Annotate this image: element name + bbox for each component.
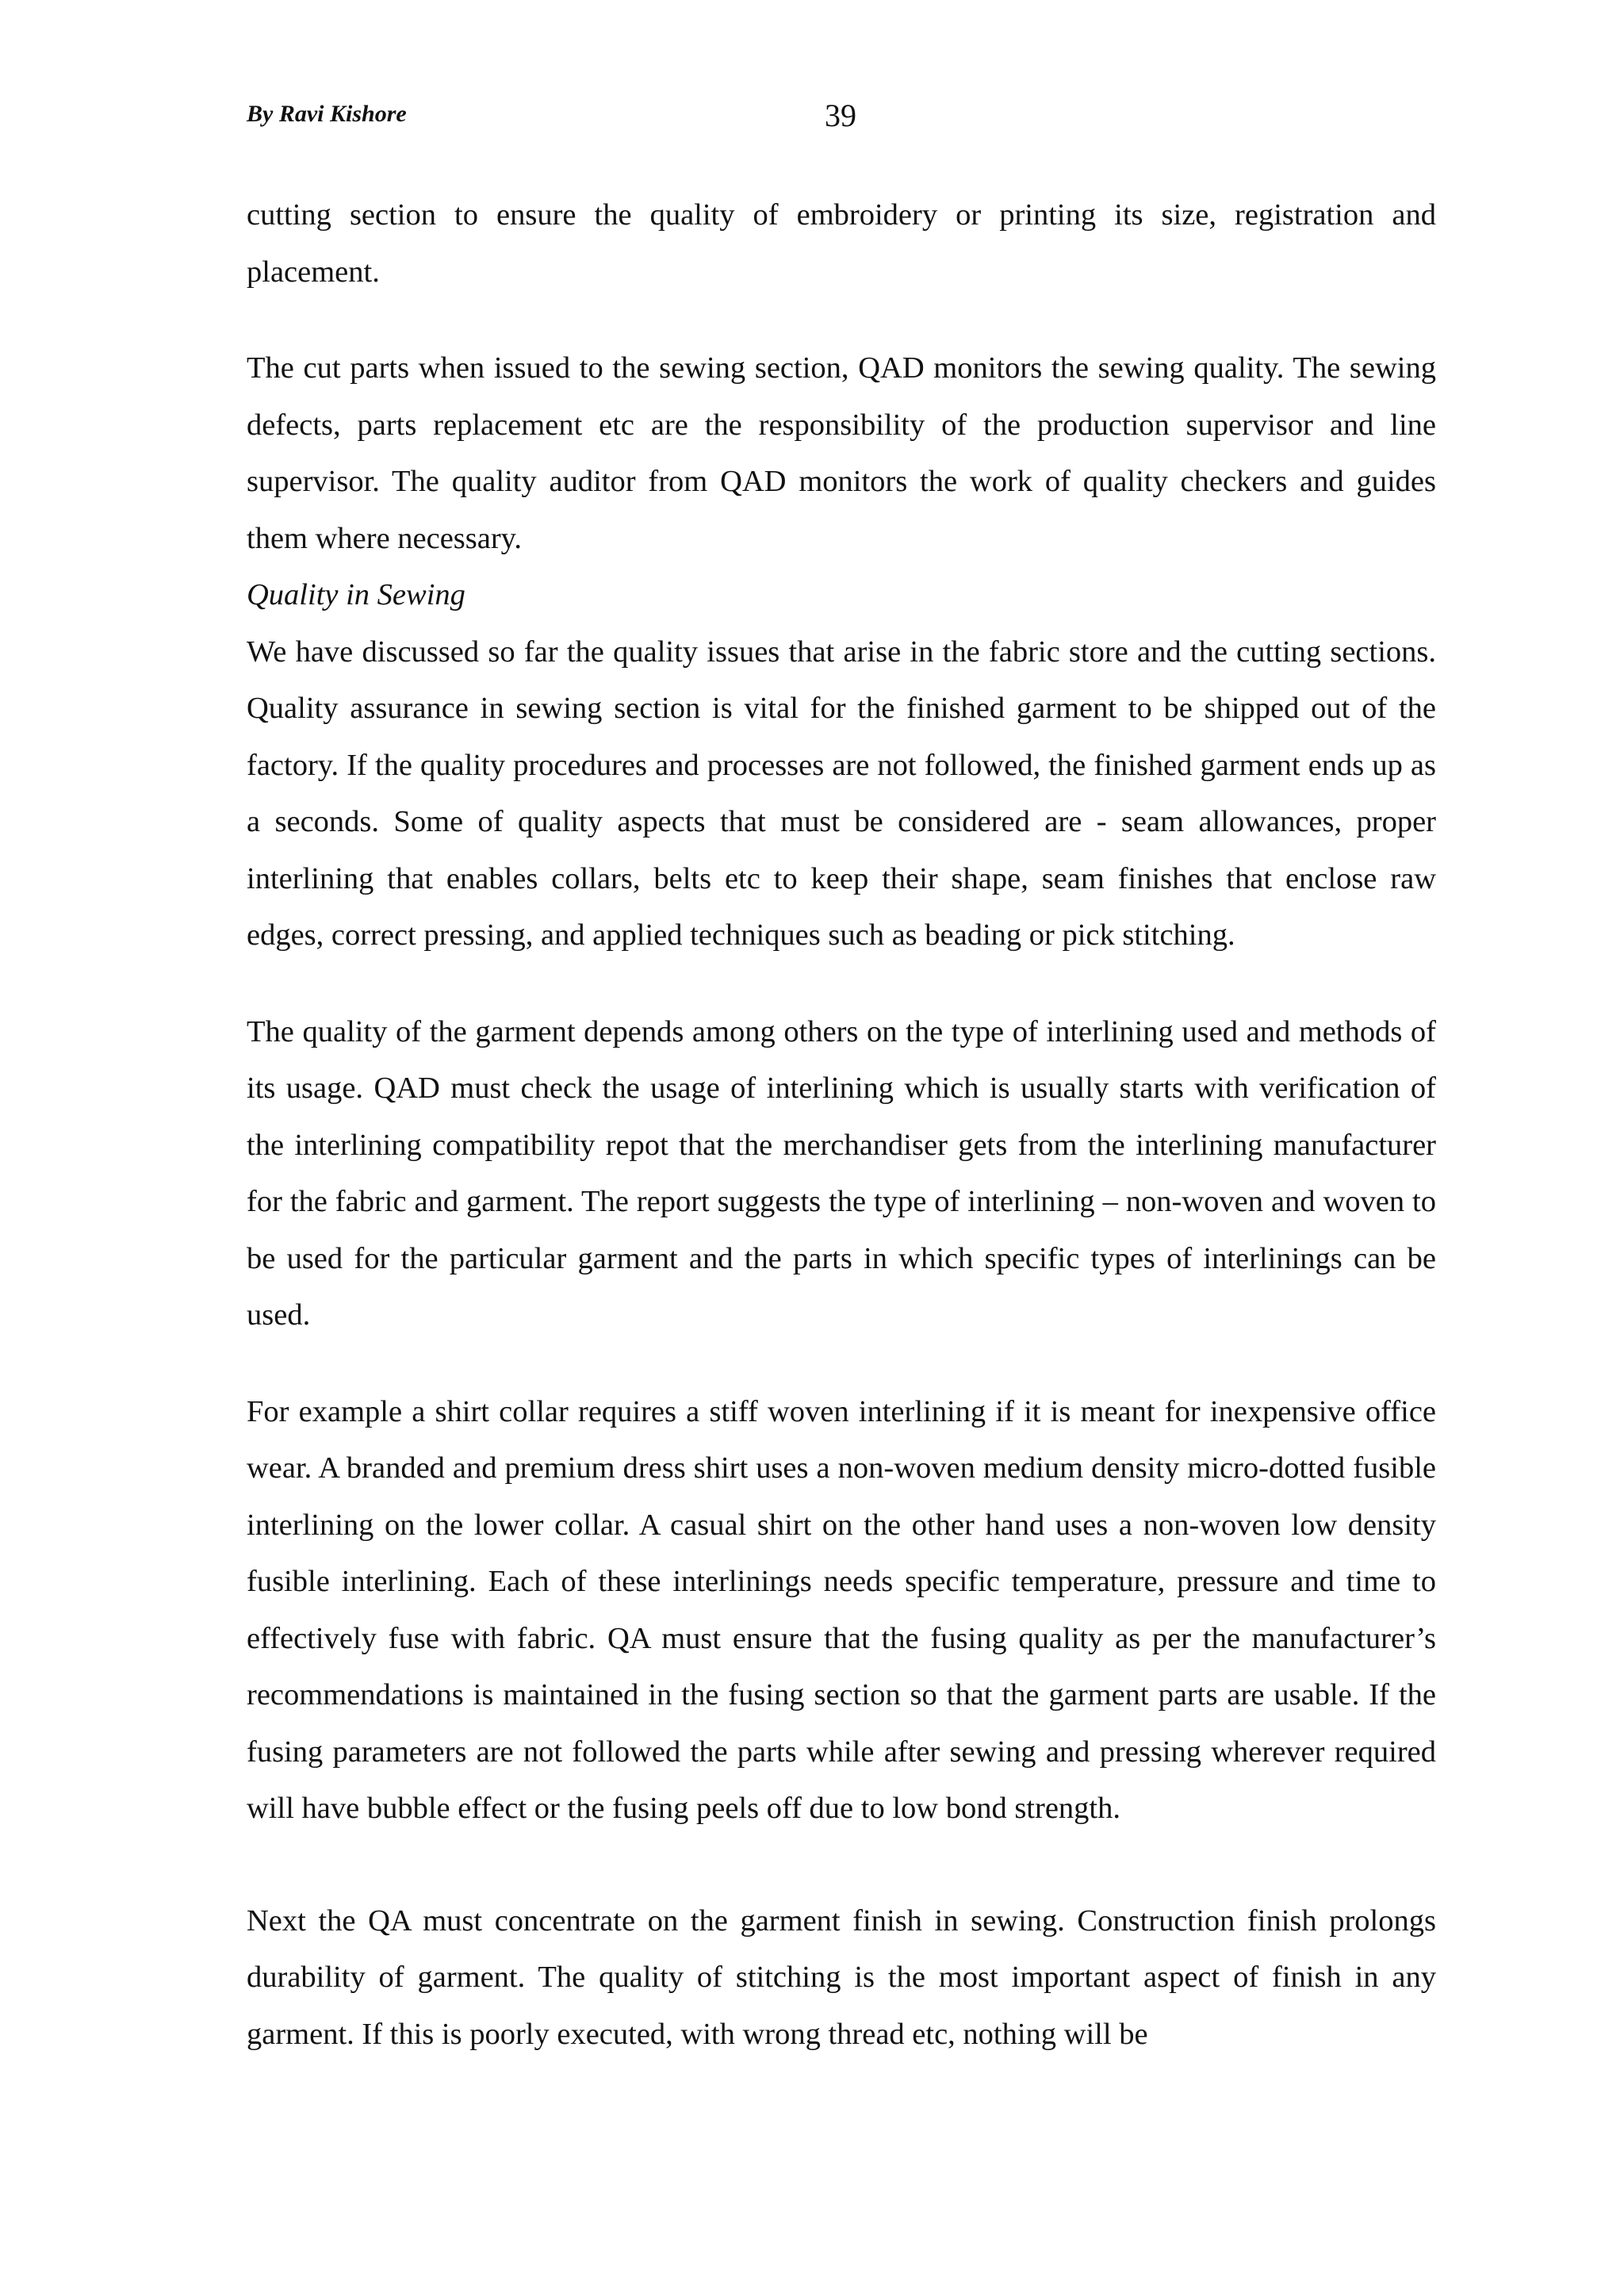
section-subheading: Quality in Sewing xyxy=(247,578,465,611)
paragraph-3: We have discussed so far the quality issues that arise in the fabric store and the cutting sections. Quality assurance in sewing section is vital for the finished garment to be shipped out of the factory. If the quality procedures and processes are not followed, the finished garment ends up as a seconds. Some of quality aspects that must be considered are - seam allowances, proper interlining that enables collars, belts etc to keep their shape, seam finishes that enclose raw edges, correct pressing, and applied techniques such as beading or pick stitching. xyxy=(247,634,1436,952)
paragraph-5: For example a shirt collar requires a stiff woven interlining if it is meant for inexpensive office wear. A branded and premium dress shirt uses a non-woven medium density micro-dotted fusible interlining on the lower collar. A casual shirt on the other hand uses a non-woven low density fusible interlining. Each of these interlinings needs specific temperature, pressure and time to effectively fuse with fabric. QA must ensure that the fusing quality as per the manufacturer’s recommendations is maintained in the fusing section so that the garment parts are usable. If the fusing parameters are not followed the parts while after sewing and pressing wherever required will have bubble effect or the fusing peels off due to low bond strength. xyxy=(247,1394,1436,1825)
paragraph-6: Next the QA must concentrate on the garment finish in sewing. Construction finish prolongs durability of garment. The quality of stitching is the most important aspect of finish in any garment. If this is poorly executed, with wrong thread etc, nothing will be xyxy=(247,1903,1436,2051)
paragraph-2: The cut parts when issued to the sewing section, QAD monitors the sewing quality. The sewing defects, parts replacement etc are the responsibility of the production supervisor and line supervisor. The quality auditor from QAD monitors the work of quality checkers and guides them where necessary. xyxy=(247,351,1436,555)
page-number: 39 xyxy=(825,98,856,133)
paragraph-4: The quality of the garment depends among others on the type of interlining used and methods of its usage. QAD must check the usage of interlining which is usually starts with verification of the interlining compatibility repot that the merchandiser gets from the interlining manufacturer for the fabric and garment. The report suggests the type of interlining – non-woven and woven to be used for the particular garment and the parts in which specific types of interlinings can be used. xyxy=(247,1014,1436,1332)
paragraph-1: cutting section to ensure the quality of embroidery or printing its size, registration and placement. xyxy=(247,198,1436,289)
header-author: By Ravi Kishore xyxy=(247,101,407,127)
body-text xyxy=(247,187,1436,2063)
